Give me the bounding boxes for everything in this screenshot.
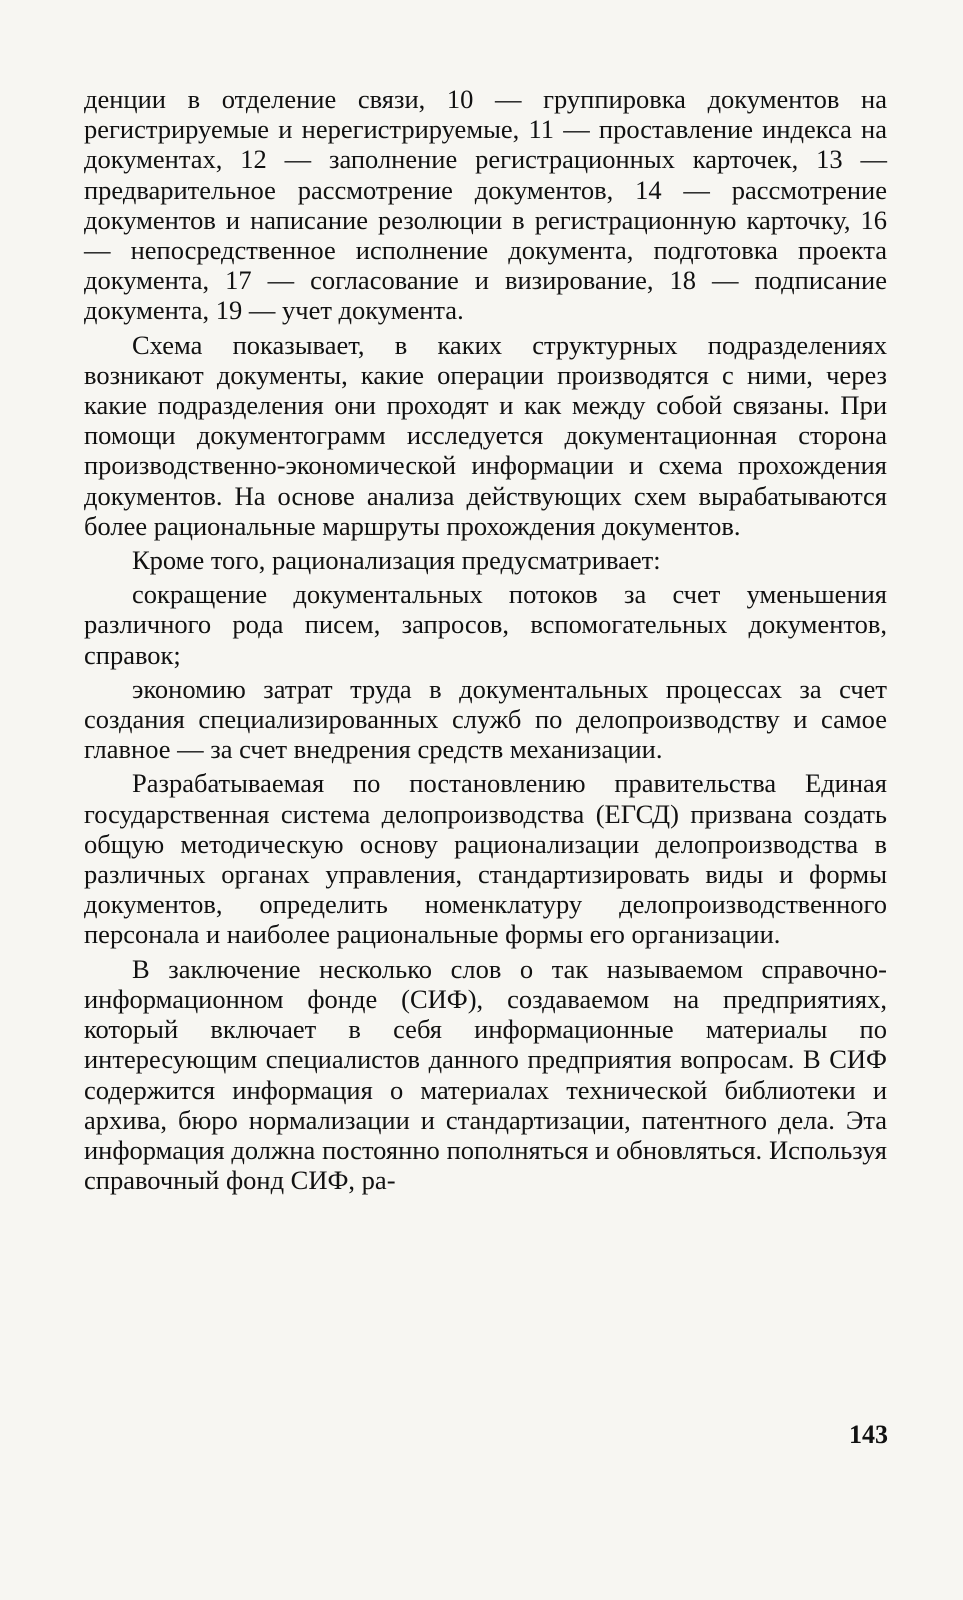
paragraph-rationalization-intro: Кроме того, рационализация предусматривает: xyxy=(132,545,661,576)
paragraph-economy: экономию затрат труда в документальных процессах за счет создания специализированных служб по делопроизводству и самое главное — за счет внедрения средств механизации. xyxy=(84,673,887,765)
paragraph-reduction: сокращение документальных потоков за счет уменьшения различного рода писем, запросов, вспомогательных документов, справок; xyxy=(84,579,887,670)
page-text xyxy=(84,84,887,1195)
paragraph-continuation: денции в отделение связи, 10 — группировка документов на регистрируемые и нерегистрируемые, 11 — проставление индекса на документах, 12 — заполнение регистрационных карточек, 13 — предварительное рассмотрение документов, 14 — рассмотрение документов и написание резолюции в регистрационную карточку, 16 — непосредственное исполнение документа, подготовка проекта документа, 17 — согласование и визирование, 18 — подписание документа, 19 — учет документа. xyxy=(84,84,887,326)
page-number: 143 xyxy=(849,1420,888,1449)
paragraph-egsd: Разрабатываемая по постановлению правительства Единая государственная система делопроизводства (ЕГСД) призвана создать общую методическую основу рационализации делопроизводства в различных органах управления, стандартизировать виды и формы документов, определить номенклатуру делопроизводственного персонала и наиболее рациональные формы его организации. xyxy=(84,768,887,950)
paragraph-sif: В заключение несколько слов о так называемом справочно-информационном фонде (СИФ), создаваемом на предприятиях, который включает в себя информационные материалы по интересующим специалистов данного предприятия вопросам. В СИФ содержится информация о материалах технической библиотеки и архива, бюро нормализации и стандартизации, патентного дела. Эта информация должна постоянно пополняться и обновляться. Используя справочный фонд СИФ, ра- xyxy=(84,953,887,1196)
paragraph-scheme: Схема показывает, в каких структурных подразделениях возникают документы, какие операции производятся с ними, через какие подразделения они проходят и как между собой связаны. При помощи документограмм исследуется документационная сторона производственно-экономической информации и схема прохождения документов. На основе анализа действующих схем вырабатываются более рациональные маршруты прохождения документов. xyxy=(84,329,887,541)
